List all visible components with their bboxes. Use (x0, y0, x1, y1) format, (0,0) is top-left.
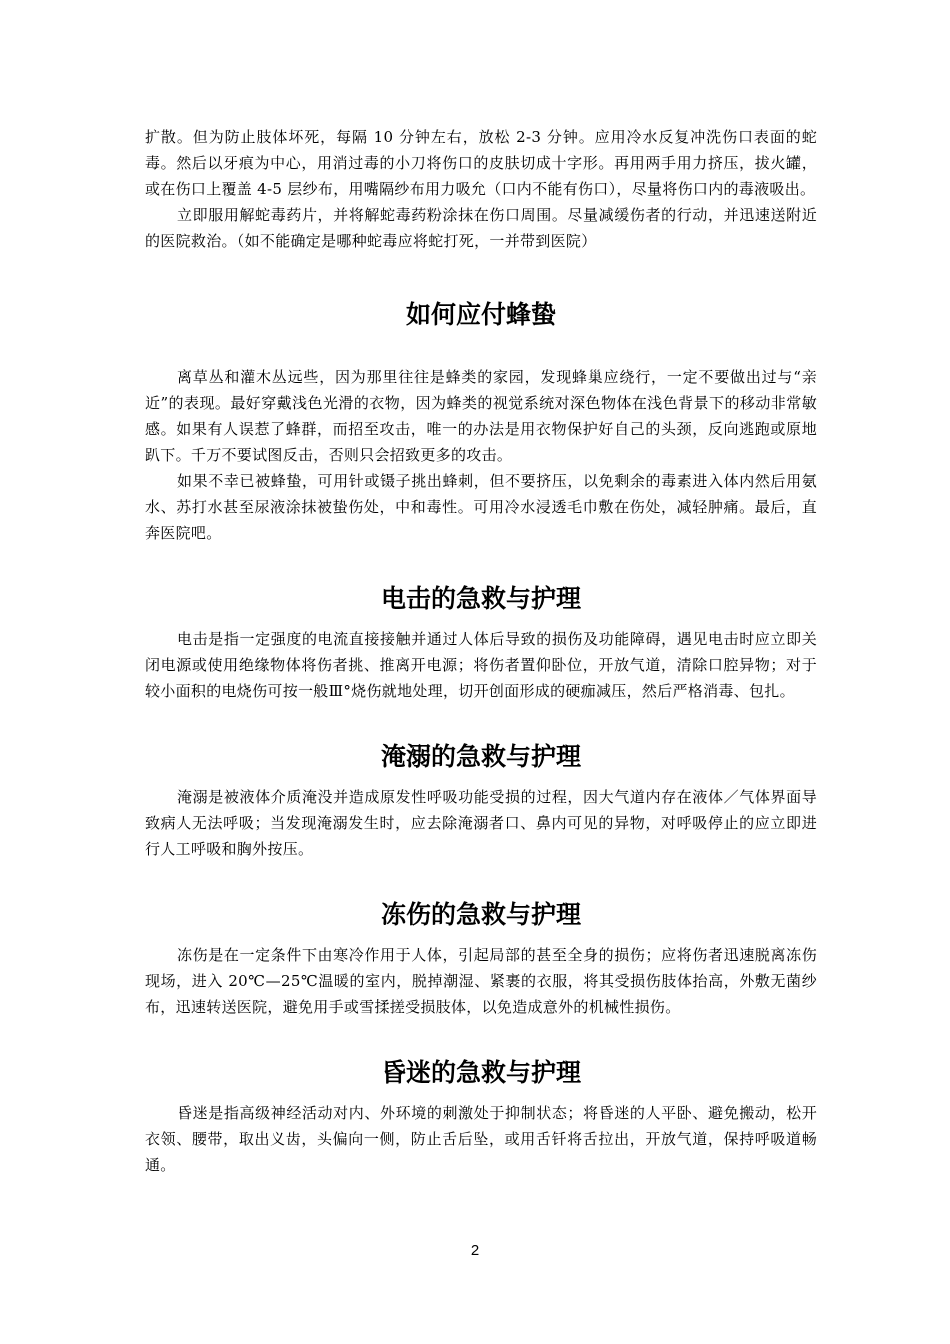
drowning-paragraph: 淹溺是被液体介质淹没并造成原发性呼吸功能受损的过程，因大气道内存在液体／气体界面导致病人无法呼吸；当发现淹溺发生时，应去除淹溺者口、鼻内可见的异物，对呼吸停止的应立即进行人工呼吸和胸外按压。 (145, 788, 817, 858)
bee-sting-paragraph-1: 离草丛和灌木丛远些，因为那里往往是蜂类的家园，发现蜂巢应绕行，一定不要做出过与“亲近”的表现。最好穿戴浅色光滑的衣物，因为蜂类的视觉系统对深色物体在浅色背景下的移动非常敏感。如果有人误惹了蜂群，而招至攻击，唯一的办法是用衣物保护好自己的头颈，反向逃跑或原地趴下。千万不要试图反击，否则只会招致更多的攻击。 (145, 368, 817, 464)
intro-paragraph-1: 扩散。但为防止肢体坏死，每隔 10 分钟左右，放松 2-3 分钟。应用冷水反复冲洗伤口表面的蛇毒。然后以牙痕为中心，用消过毒的小刀将伤口的皮肤切成十字形。再用两手用力挤压，拔火罐，或在伤口上覆盖 4-5 层纱布，用嘴隔纱布用力吸允（口内不能有伤口），尽量将伤口内的毒液吸出。 (145, 128, 817, 198)
bee-sting-paragraph-2: 如果不幸已被蜂蛰，可用针或镊子挑出蜂刺，但不要挤压，以免剩余的毒素进入体内然后用氨水、苏打水甚至尿液涂抹被蛰伤处，中和毒性。可用冷水浸透毛巾敷在伤处，减轻肿痛。最后，直奔医院吧。 (145, 472, 817, 542)
section-title-drowning: 淹溺的急救与护理 (380, 742, 581, 771)
coma-paragraph: 昏迷是指高级神经活动对内、外环境的刺激处于抑制状态；将昏迷的人平卧、避免搬动，松开衣领、腰带，取出义齿，头偏向一侧，防止舌后坠，或用舌钎将舌拉出，开放气道，保持呼吸道畅通。 (145, 1104, 817, 1174)
intro-paragraph-2: 立即服用解蛇毒药片，并将解蛇毒药粉涂抹在伤口周围。尽量减缓伤者的行动，并迅速送附近的医院救治。（如不能确定是哪种蛇毒应将蛇打死，一并带到医院） (145, 206, 817, 250)
section-title-frostbite: 冻伤的急救与护理 (380, 900, 581, 929)
document-page (145, 124, 817, 1178)
electric-shock-paragraph: 电击是指一定强度的电流直接接触并通过人体后导致的损伤及功能障碍，遇见电击时应立即关闭电源或使用绝缘物体将伤者挑、推离开电源；将伤者置仰卧位，开放气道，清除口腔异物；对于较小面积的电烧伤可按一般Ⅲ°烧伤就地处理，切开创面形成的硬痂减压，然后严格消毒、包扎。 (145, 630, 817, 700)
frostbite-paragraph: 冻伤是在一定条件下由寒冷作用于人体，引起局部的甚至全身的损伤；应将伤者迅速脱离冻伤现场，进入 20℃—25℃温暖的室内，脱掉潮湿、紧裹的衣服，将其受损伤肢体抬高，外敷无菌纱布，迅速转送医院，避免用手或雪揉搓受损肢体，以免造成意外的机械性损伤。 (145, 946, 817, 1016)
section-title-electric-shock: 电击的急救与护理 (380, 584, 581, 613)
section-title-coma: 昏迷的急救与护理 (380, 1058, 581, 1087)
section-title-bee-sting: 如何应付蜂蛰 (405, 300, 556, 329)
page-number: 2 (470, 1242, 480, 1259)
